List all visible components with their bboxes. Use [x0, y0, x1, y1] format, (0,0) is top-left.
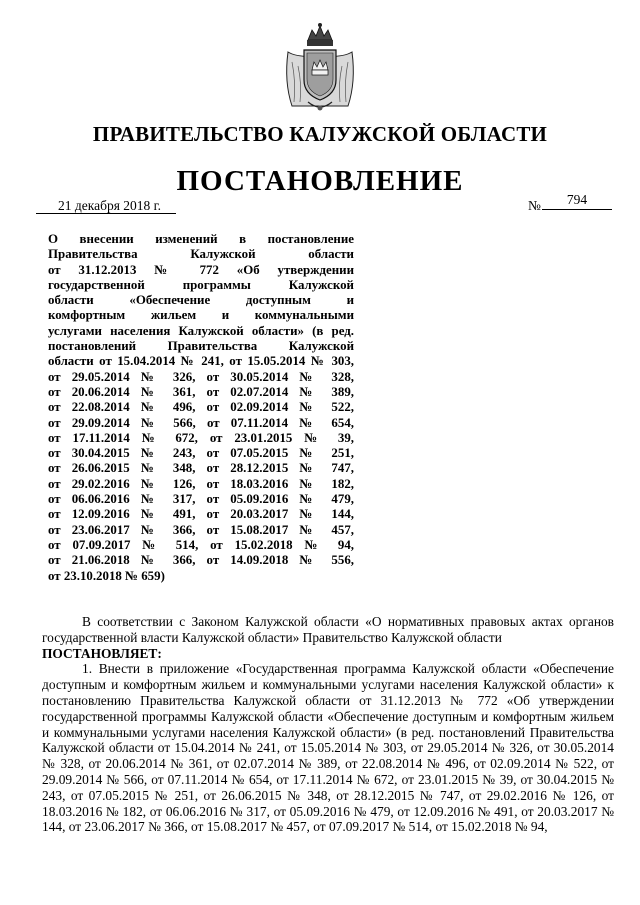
subject-line: от 23.10.2018 № 659) — [48, 568, 165, 583]
subject-line: от 23.06.2017 № 366, от 15.08.2017 № 457, — [48, 522, 354, 537]
subject-line: от 07.09.2017 № 514, от 15.02.2018 № 94, — [48, 537, 354, 552]
subject-line: от 26.06.2015 № 348, от 28.12.2015 № 747, — [48, 461, 354, 476]
number-value: 794 — [542, 194, 612, 210]
document-body — [42, 614, 614, 835]
document-type: ПОСТАНОВЛЕНИЕ — [176, 165, 464, 197]
item-1-paragraph: 1. Внести в приложение «Государственная программа Калужской области «Обеспечение доступным и комфортным жильем и коммунальными услугами населения Калужской области» к постановлению Правительства Калужской области от 31.12.2013 № 772 «Об утверждении государственной программы Калужской области «Обеспечение доступным и комфортным жильем и коммунальными услугами населения Калужской области» (в ред. постановлений Правительства Калужской области от 15.04.2014 № 241, от 15.05.2014 № 303, от 29.05.2014 № 326, от 30.05.2014 № 328, от 20.06.2014 № 361, от 02.07.2014 № 389, от 22.08.2014 № 496, от 02.09.2014 № 522, от 29.09.2014 № 566, от 07.11.2014 № 654, от 17.11.2014 № 672, от 23.01.2015 № 39, от 30.04.2015 № 243, от 07.05.2015 № 251, от 26.06.2015 № 348, от 28.12.2015 № 747, от 29.02.2016 № 126, от 18.03.2016 № 182, от 06.06.2016 № 317, от 05.09.2016 № 479, от 12.09.2016 № 491, от 20.03.2017 № 144, от 23.06.2017 № 366, от 15.08.2017 № 457, от 07.09.2017 № 514, от 15.02.2018 № 94, — [42, 661, 614, 835]
subject-line: постановлений Правительства Калужской — [48, 339, 354, 354]
preamble-paragraph — [42, 614, 614, 646]
subject-line: области «Обеспечение доступным и — [48, 293, 354, 308]
subject-line: Правительства Калужской области — [48, 247, 354, 262]
subject-line: области от 15.04.2014 № 241, от 15.05.2014 № 303, — [48, 354, 354, 369]
subject-line: комфортным жильем и коммунальными — [48, 308, 354, 323]
subject-line: от 22.08.2014 № 496, от 02.09.2014 № 522, — [48, 400, 354, 415]
subject-line: от 29.09.2014 № 566, от 07.11.2014 № 654, — [48, 415, 354, 430]
subject-line: от 29.05.2014 № 326, от 30.05.2014 № 328, — [48, 369, 354, 384]
subject-line: государственной программы Калужской — [48, 277, 354, 292]
subject-line: от 20.06.2014 № 361, от 02.07.2014 № 389, — [48, 384, 354, 399]
subject-line: от 06.06.2016 № 317, от 05.09.2016 № 479, — [48, 492, 354, 507]
document-date: 21 декабря 2018 г. — [36, 197, 176, 214]
subject-line: от 12.09.2016 № 491, от 20.03.2017 № 144, — [48, 507, 354, 522]
subject-line: услугами населения Калужской области» (в ред. — [48, 323, 354, 338]
number-label: № — [528, 198, 541, 213]
subject-line: от 29.02.2016 № 126, от 18.03.2016 № 182, — [48, 476, 354, 491]
subject-line: О внесении изменений в постановление — [48, 232, 354, 246]
subject-line: от 17.11.2014 № 672, от 23.01.2015 № 39, — [48, 430, 354, 445]
decree-word: ПОСТАНОВЛЯЕТ: — [42, 645, 162, 661]
coat-of-arms-icon — [282, 22, 358, 114]
subject-line: от 30.04.2015 № 243, от 07.05.2015 № 251, — [48, 446, 354, 461]
subject-line: от 21.06.2018 № 366, от 14.09.2018 № 556, — [48, 553, 354, 568]
government-title: ПРАВИТЕЛЬСТВО КАЛУЖСКОЙ ОБЛАСТИ — [92, 122, 548, 146]
document-number — [528, 194, 612, 213]
subject-line: от 31.12.2013 № 772 «Об утверждении — [48, 262, 354, 277]
document-subject — [48, 232, 354, 584]
preamble-text: В соответствии с Законом Калужской области «О нормативных правовых актах органов государственной власти Калужской области» Правительство Калужской области — [42, 614, 614, 645]
